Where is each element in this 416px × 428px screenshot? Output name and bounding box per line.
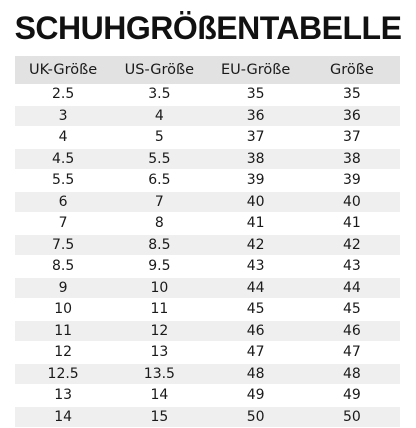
us-size-cell: 11: [111, 299, 207, 321]
us-size-cell: 15: [111, 406, 207, 428]
size-cell: 49: [304, 385, 400, 407]
table-header: [15, 56, 400, 84]
uk-size-cell: 2.5: [15, 84, 111, 105]
us-size-cell: 14: [111, 385, 207, 407]
us-size-cell: 4: [111, 105, 207, 127]
eu-size-cell: 41: [208, 213, 304, 235]
table-row: [15, 234, 400, 256]
table-row: [15, 148, 400, 170]
us-size-cell: 6.5: [111, 170, 207, 192]
uk-size-cell: 14: [15, 406, 111, 428]
size-cell: 41: [304, 213, 400, 235]
table-row: [15, 191, 400, 213]
table-row: [15, 320, 400, 342]
table-row: [15, 342, 400, 364]
table-row: [15, 105, 400, 127]
uk-size-cell: 7: [15, 213, 111, 235]
eu-size-cell: 37: [208, 127, 304, 149]
size-cell: 47: [304, 342, 400, 364]
us-size-cell: 5.5: [111, 148, 207, 170]
eu-size-cell: 48: [208, 363, 304, 385]
size-cell: 38: [304, 148, 400, 170]
eu-size-cell: 35: [208, 84, 304, 105]
uk-size-cell: 4.5: [15, 148, 111, 170]
eu-size-cell: 40: [208, 191, 304, 213]
us-size-cell: 7: [111, 191, 207, 213]
table-row: [15, 170, 400, 192]
table-row: [15, 277, 400, 299]
uk-size-cell: 6: [15, 191, 111, 213]
us-size-cell: 13.5: [111, 363, 207, 385]
uk-size-cell: 10: [15, 299, 111, 321]
uk-size-cell: 13: [15, 385, 111, 407]
size-cell: 42: [304, 234, 400, 256]
eu-size-cell: 50: [208, 406, 304, 428]
eu-size-cell: 45: [208, 299, 304, 321]
eu-size-cell: 38: [208, 148, 304, 170]
us-size-cell: 9.5: [111, 256, 207, 278]
size-cell: 40: [304, 191, 400, 213]
us-size-cell: 13: [111, 342, 207, 364]
uk-size-cell: 7.5: [15, 234, 111, 256]
uk-size-cell: 8.5: [15, 256, 111, 278]
size-cell: 35: [304, 84, 400, 105]
uk-size-cell: 12: [15, 342, 111, 364]
size-table: [15, 56, 400, 428]
size-cell: 45: [304, 299, 400, 321]
column-header-size: Größe: [304, 56, 400, 84]
eu-size-cell: 43: [208, 256, 304, 278]
eu-size-cell: 44: [208, 277, 304, 299]
us-size-cell: 5: [111, 127, 207, 149]
column-header-us: US-Größe: [111, 56, 207, 84]
table-row: [15, 363, 400, 385]
size-cell: 43: [304, 256, 400, 278]
size-cell: 48: [304, 363, 400, 385]
table-row: [15, 213, 400, 235]
header-row: [15, 56, 400, 84]
eu-size-cell: 39: [208, 170, 304, 192]
column-header-uk: UK-Größe: [15, 56, 111, 84]
uk-size-cell: 3: [15, 105, 111, 127]
eu-size-cell: 49: [208, 385, 304, 407]
us-size-cell: 3.5: [111, 84, 207, 105]
eu-size-cell: 36: [208, 105, 304, 127]
eu-size-cell: 47: [208, 342, 304, 364]
table-row: [15, 385, 400, 407]
page-title: SCHUHGRÖßENTABELLE: [14, 10, 402, 46]
uk-size-cell: 12.5: [15, 363, 111, 385]
table-row: [15, 127, 400, 149]
uk-size-cell: 5.5: [15, 170, 111, 192]
us-size-cell: 10: [111, 277, 207, 299]
table-row: [15, 256, 400, 278]
table-row: [15, 299, 400, 321]
eu-size-cell: 46: [208, 320, 304, 342]
size-cell: 46: [304, 320, 400, 342]
table-body: [15, 84, 400, 428]
size-cell: 44: [304, 277, 400, 299]
size-cell: 37: [304, 127, 400, 149]
us-size-cell: 8.5: [111, 234, 207, 256]
size-cell: 39: [304, 170, 400, 192]
us-size-cell: 12: [111, 320, 207, 342]
table-row: [15, 84, 400, 105]
size-cell: 36: [304, 105, 400, 127]
column-header-eu: EU-Größe: [208, 56, 304, 84]
eu-size-cell: 42: [208, 234, 304, 256]
uk-size-cell: 9: [15, 277, 111, 299]
size-cell: 50: [304, 406, 400, 428]
uk-size-cell: 11: [15, 320, 111, 342]
us-size-cell: 8: [111, 213, 207, 235]
uk-size-cell: 4: [15, 127, 111, 149]
table-row: [15, 406, 400, 428]
